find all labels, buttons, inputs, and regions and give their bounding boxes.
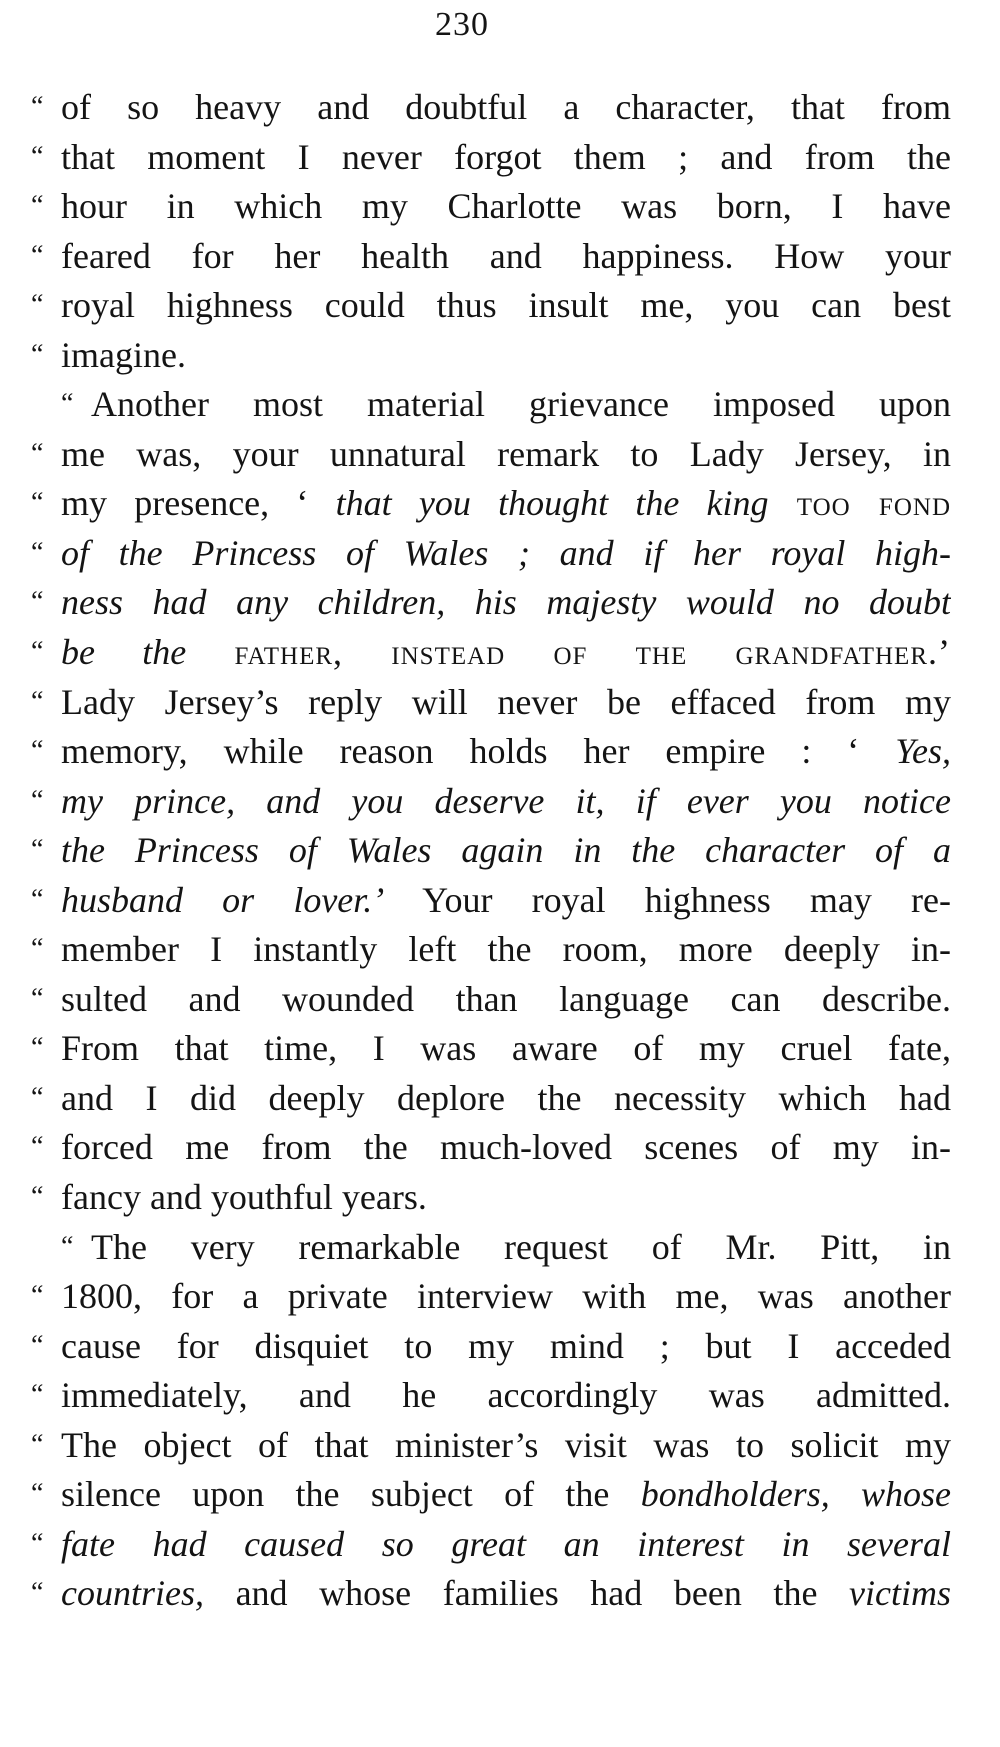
line-text: The object of that minister’s visit was to solicit my [61, 1424, 951, 1465]
text-line [31, 1469, 951, 1519]
line-text: my presence, ‘ [61, 483, 336, 524]
text-line [31, 1370, 951, 1420]
text-line [31, 1222, 951, 1272]
text-line [31, 379, 951, 429]
text-line [31, 1420, 951, 1470]
quote-mark: “ [31, 1131, 44, 1163]
line-text: member I instantly left the room, more deeply in- [61, 929, 951, 970]
italic-text: the Princess of Wales again in the character of a [61, 830, 951, 871]
text-line [31, 1321, 951, 1371]
line-text: The very remarkable request of Mr. Pitt, in [91, 1226, 951, 1267]
quote-mark: “ [31, 239, 44, 271]
quote-mark: “ [31, 685, 44, 717]
quote-mark: “ [61, 388, 74, 420]
quote-mark: “ [31, 1280, 44, 1312]
quote-mark: “ [31, 1478, 44, 1510]
italic-text: my prince, and you deserve it, if ever you notice [61, 780, 951, 821]
line-text: silence upon the subject of the [61, 1474, 641, 1515]
text-line [31, 875, 951, 925]
text-line [31, 1023, 951, 1073]
italic-text: victims [849, 1573, 951, 1614]
quote-mark: “ [31, 487, 44, 519]
quote-mark: “ [31, 1081, 44, 1113]
text-line [31, 1073, 951, 1123]
quote-mark: “ [31, 586, 44, 618]
italic-text: be the [61, 632, 187, 673]
italic-text: Yes, [895, 731, 951, 772]
line-text: and I did deeply deplore the necessity which had [61, 1077, 951, 1118]
italic-text: husband or lover.’ [61, 879, 385, 920]
text-line [31, 1172, 951, 1222]
line-text: me was, your unnatural remark to Lady Jersey, in [61, 433, 951, 474]
line-text: 1800, for a private interview with me, was another [61, 1276, 951, 1317]
quote-mark: “ [31, 735, 44, 767]
text-line [31, 1568, 951, 1618]
body-text [31, 82, 951, 1618]
quote-mark: “ [31, 1379, 44, 1411]
line-text: imagine. [61, 334, 186, 375]
quote-mark: “ [31, 1527, 44, 1559]
quote-mark: “ [31, 982, 44, 1014]
quote-mark: “ [31, 1329, 44, 1361]
quote-mark: “ [61, 1230, 74, 1262]
quote-mark: “ [31, 338, 44, 370]
text-line [31, 528, 951, 578]
line-text: of so heavy and doubtful a character, that from [61, 87, 951, 127]
text-line [31, 1122, 951, 1172]
quote-mark: “ [31, 1032, 44, 1064]
line-text: memory, while reason holds her empire : ‘ [61, 731, 896, 772]
quote-mark: “ [31, 784, 44, 816]
page-number: 230 [435, 6, 489, 43]
italic-text: countries, [61, 1573, 204, 1614]
line-text: forced me from the much-loved scenes of my in- [61, 1127, 951, 1168]
quote-mark: “ [31, 190, 44, 222]
line-text: that moment I never forgot them ; and from the [61, 136, 951, 177]
line-text: Your royal highness may re- [384, 879, 951, 920]
line-text: cause for disquiet to my mind ; but I acceded [61, 1325, 951, 1366]
text-line [31, 1519, 951, 1569]
quote-mark: “ [31, 140, 44, 172]
line-text: and whose families had been the [203, 1573, 850, 1614]
quote-mark: “ [31, 1577, 44, 1609]
line-text: royal highness could thus insult me, you can best [61, 285, 951, 326]
quote-mark: “ [31, 91, 44, 122]
quote-mark: “ [31, 1428, 44, 1460]
line-text: feared for her health and happiness. How your [61, 235, 951, 276]
text-line [31, 776, 951, 826]
small-caps-text: too fond [768, 483, 951, 524]
text-line [31, 132, 951, 182]
line-text: immediately, and he accordingly was admitted. [61, 1375, 951, 1416]
quote-mark: “ [31, 834, 44, 866]
line-text: sulted and wounded than language can describe. [61, 978, 951, 1019]
text-line [31, 231, 951, 281]
text-line [31, 825, 951, 875]
line-text: From that time, I was aware of my cruel fate, [61, 1028, 951, 1069]
text-line [31, 181, 951, 231]
text-line [31, 280, 951, 330]
text-line [31, 429, 951, 479]
text-line [31, 82, 951, 132]
line-text: Lady Jersey’s reply will never be effaced from my [61, 681, 951, 722]
italic-text: ness had any children, his majesty would no doubt [61, 582, 951, 623]
line-text: fancy and youthful years. [61, 1177, 427, 1218]
text-line [31, 1271, 951, 1321]
quote-mark: “ [31, 933, 44, 965]
quote-mark: “ [31, 437, 44, 469]
line-text: hour in which my Charlotte was born, I have [61, 186, 951, 227]
quote-mark: “ [31, 289, 44, 321]
text-line [31, 330, 951, 380]
text-line [31, 726, 951, 776]
line-text: Another most material grievance imposed upon [91, 384, 951, 425]
quote-mark: “ [31, 636, 44, 668]
italic-text: of the Princess of Wales ; and if her royal high- [61, 532, 951, 573]
text-line [31, 627, 951, 677]
quote-mark: “ [31, 883, 44, 915]
italic-text: that you thought the king [335, 483, 769, 524]
quote-mark: “ [31, 536, 44, 568]
quote-mark: “ [31, 1181, 44, 1213]
text-line [31, 974, 951, 1024]
text-line [31, 478, 951, 528]
text-line [31, 924, 951, 974]
italic-text: bondholders, whose [640, 1474, 951, 1515]
text-line [31, 577, 951, 627]
text-line [31, 677, 951, 727]
italic-text: fate had caused so great an interest in several [61, 1523, 951, 1564]
small-caps-text: father, instead of the grandfather.’ [186, 632, 951, 673]
